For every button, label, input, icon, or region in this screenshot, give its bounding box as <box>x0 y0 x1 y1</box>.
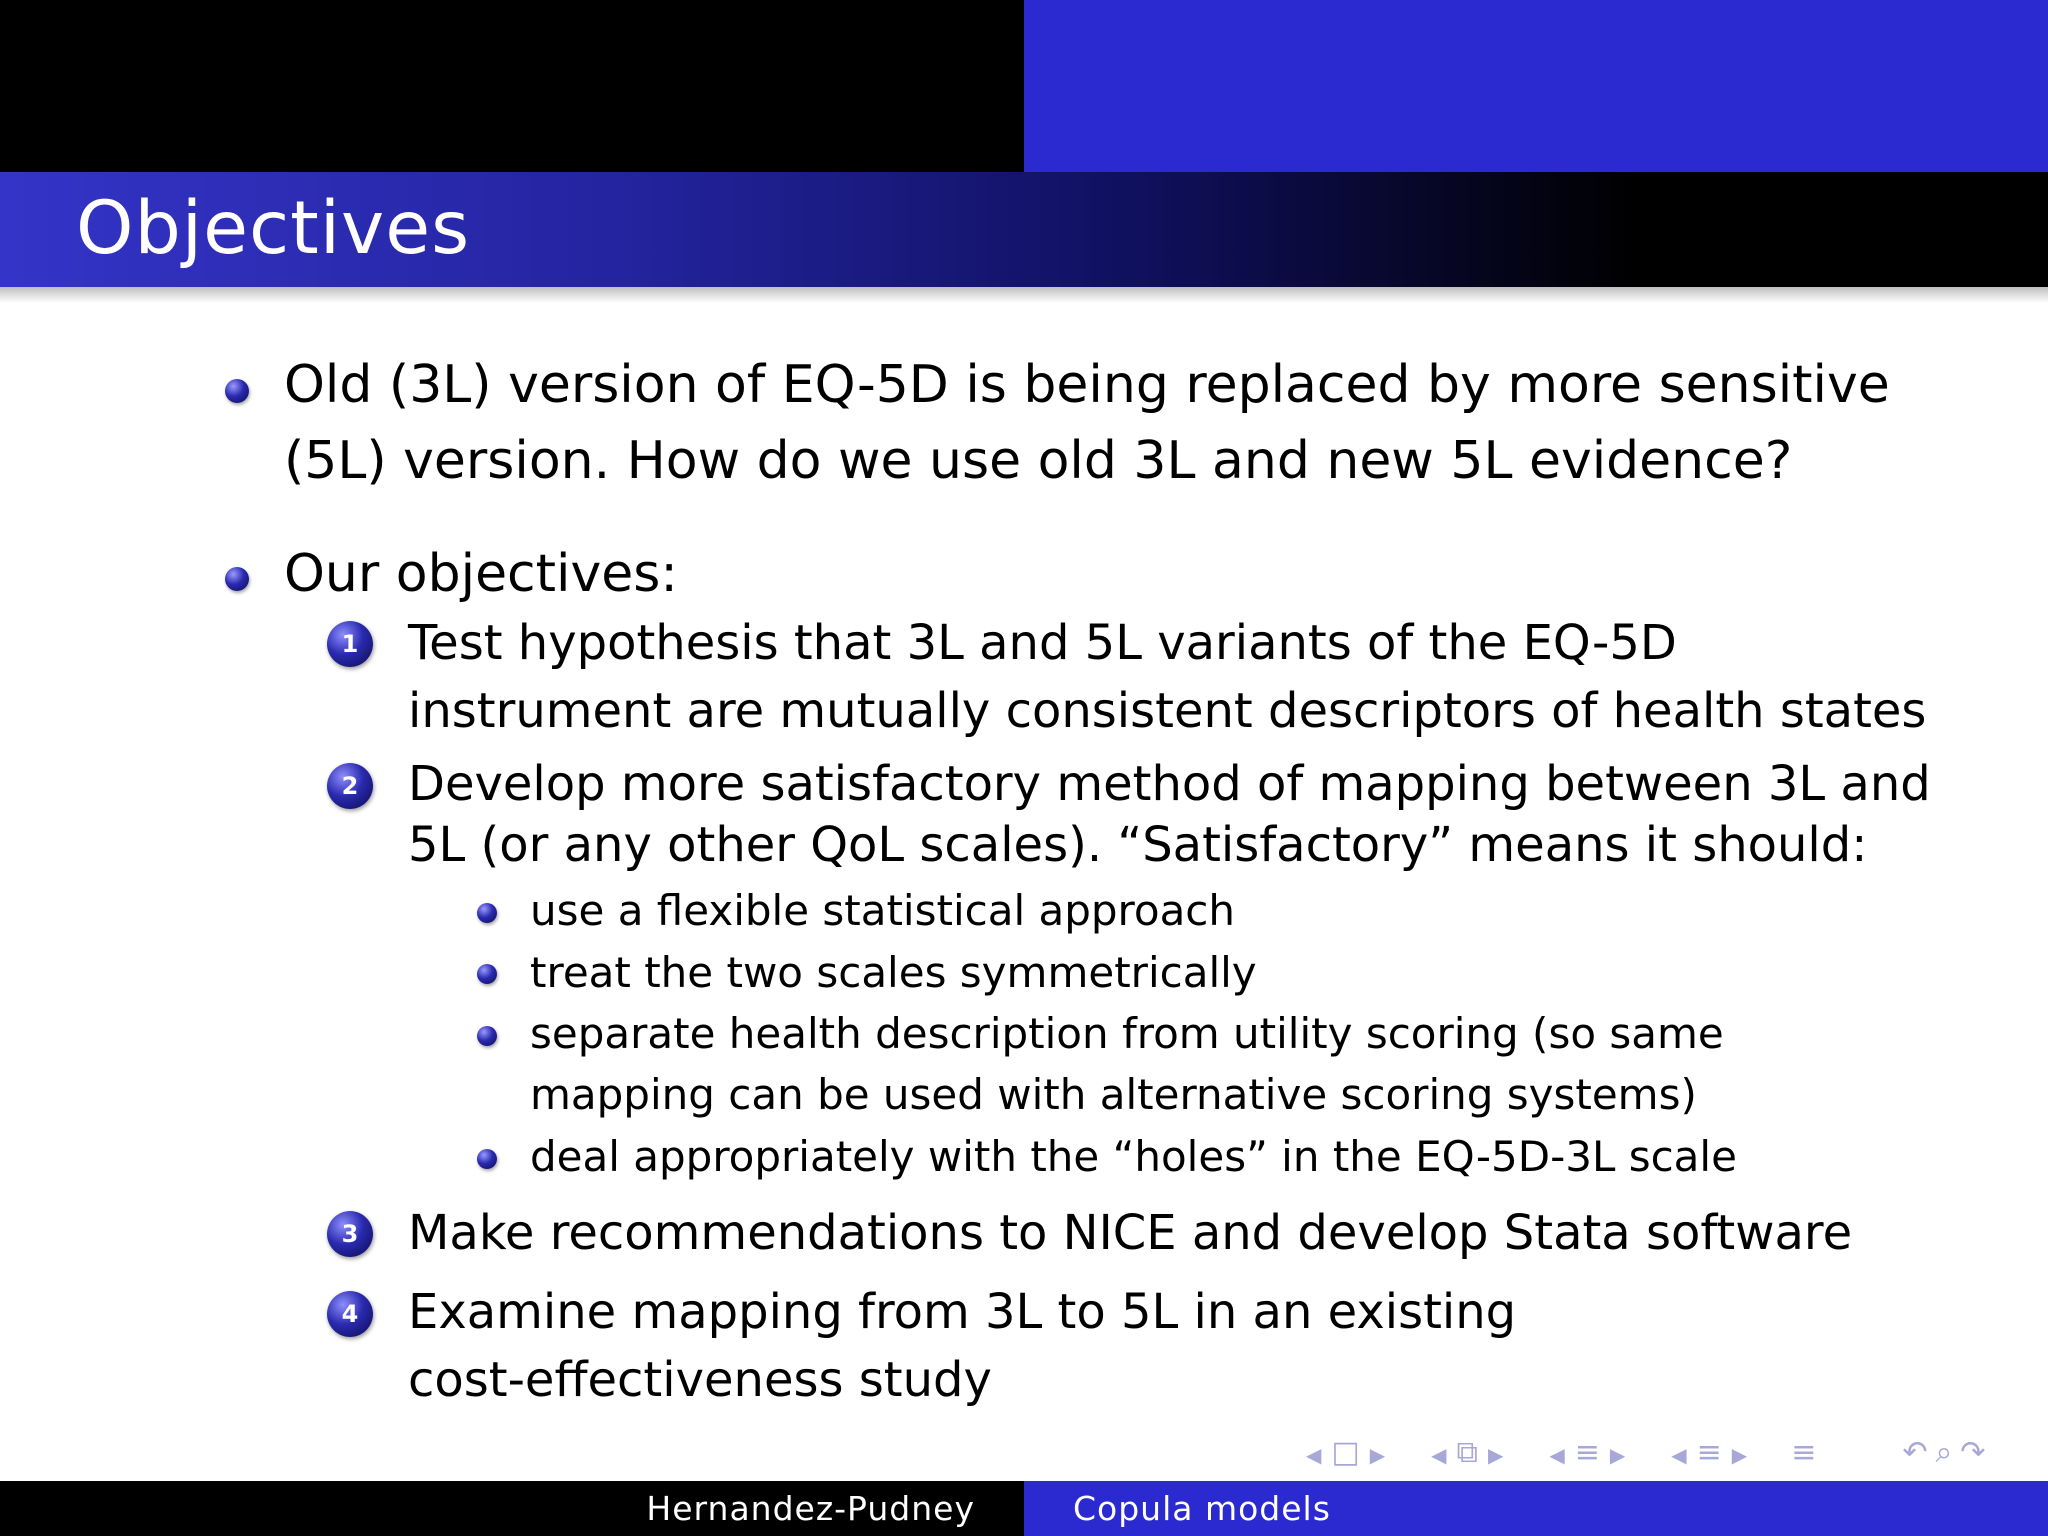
sub-bullet-text: treat the two scales symmetrically <box>530 948 1257 997</box>
enumerate-number-icon: 2 <box>327 763 373 809</box>
enumerate-number-icon: 4 <box>327 1291 373 1337</box>
navigation-symbols <box>1300 1432 1989 1472</box>
frame-nav-icon[interactable]: ◀ □ ▶ <box>1306 1434 1386 1470</box>
sub-bullet-text: use a flexible statistical approach <box>530 886 1236 935</box>
bullet-text: (5L) version. How do we use old 3L and new 5L evidence? <box>284 431 1793 491</box>
objective-text: Examine mapping from 3L to 5L in an existing <box>408 1284 1517 1340</box>
sub-bullet-icon <box>477 964 497 984</box>
page-title: Objectives <box>76 186 471 271</box>
footer-title-band <box>1024 1481 2048 1536</box>
footer-short-title: Copula models <box>1073 1489 1331 1528</box>
bullet-text: Old (3L) version of EQ-5D is being replaced by more sensitive <box>284 355 1890 415</box>
objective-text: Develop more satisfactory method of mapping between 3L and <box>408 756 1931 812</box>
footer-author-band <box>0 1481 1024 1536</box>
sub-bullet-icon <box>477 1149 497 1169</box>
sub-bullet-text: separate health description from utility scoring (so same <box>530 1009 1724 1058</box>
bullet-text: Our objectives: <box>284 544 678 604</box>
presentation-nav-icon[interactable]: ◀ ≡ ▶ <box>1671 1434 1748 1470</box>
objective-text: instrument are mutually consistent descriptors of health states <box>408 683 1927 739</box>
footer-author: Hernandez-Pudney <box>646 1489 975 1528</box>
bullet-icon <box>225 567 249 591</box>
search-icon[interactable]: ↶ ⌕ ↷ <box>1902 1434 1986 1470</box>
enumerate-number-icon: 1 <box>327 621 373 667</box>
appendix-icon[interactable]: ≡ <box>1791 1434 1817 1470</box>
objective-text: Make recommendations to NICE and develop Stata software <box>408 1205 1853 1261</box>
objective-text: cost-effectiveness study <box>408 1352 992 1408</box>
sub-bullet-icon <box>477 903 497 923</box>
subsection-nav-icon[interactable]: ◀ ⧉ ▶ <box>1431 1434 1504 1470</box>
sub-bullet-icon <box>477 1026 497 1046</box>
bullet-icon <box>225 379 249 403</box>
objective-text: 5L (or any other QoL scales). “Satisfactory” means it should: <box>408 817 1868 873</box>
sub-bullet-text: deal appropriately with the “holes” in the EQ-5D-3L scale <box>530 1132 1737 1181</box>
enumerate-number-icon: 3 <box>327 1211 373 1257</box>
objective-text: Test hypothesis that 3L and 5L variants of the EQ-5D <box>408 615 1677 671</box>
sub-bullet-text: mapping can be used with alternative scoring systems) <box>530 1070 1697 1119</box>
section-nav-icon[interactable]: ◀ ≡ ▶ <box>1549 1434 1626 1470</box>
